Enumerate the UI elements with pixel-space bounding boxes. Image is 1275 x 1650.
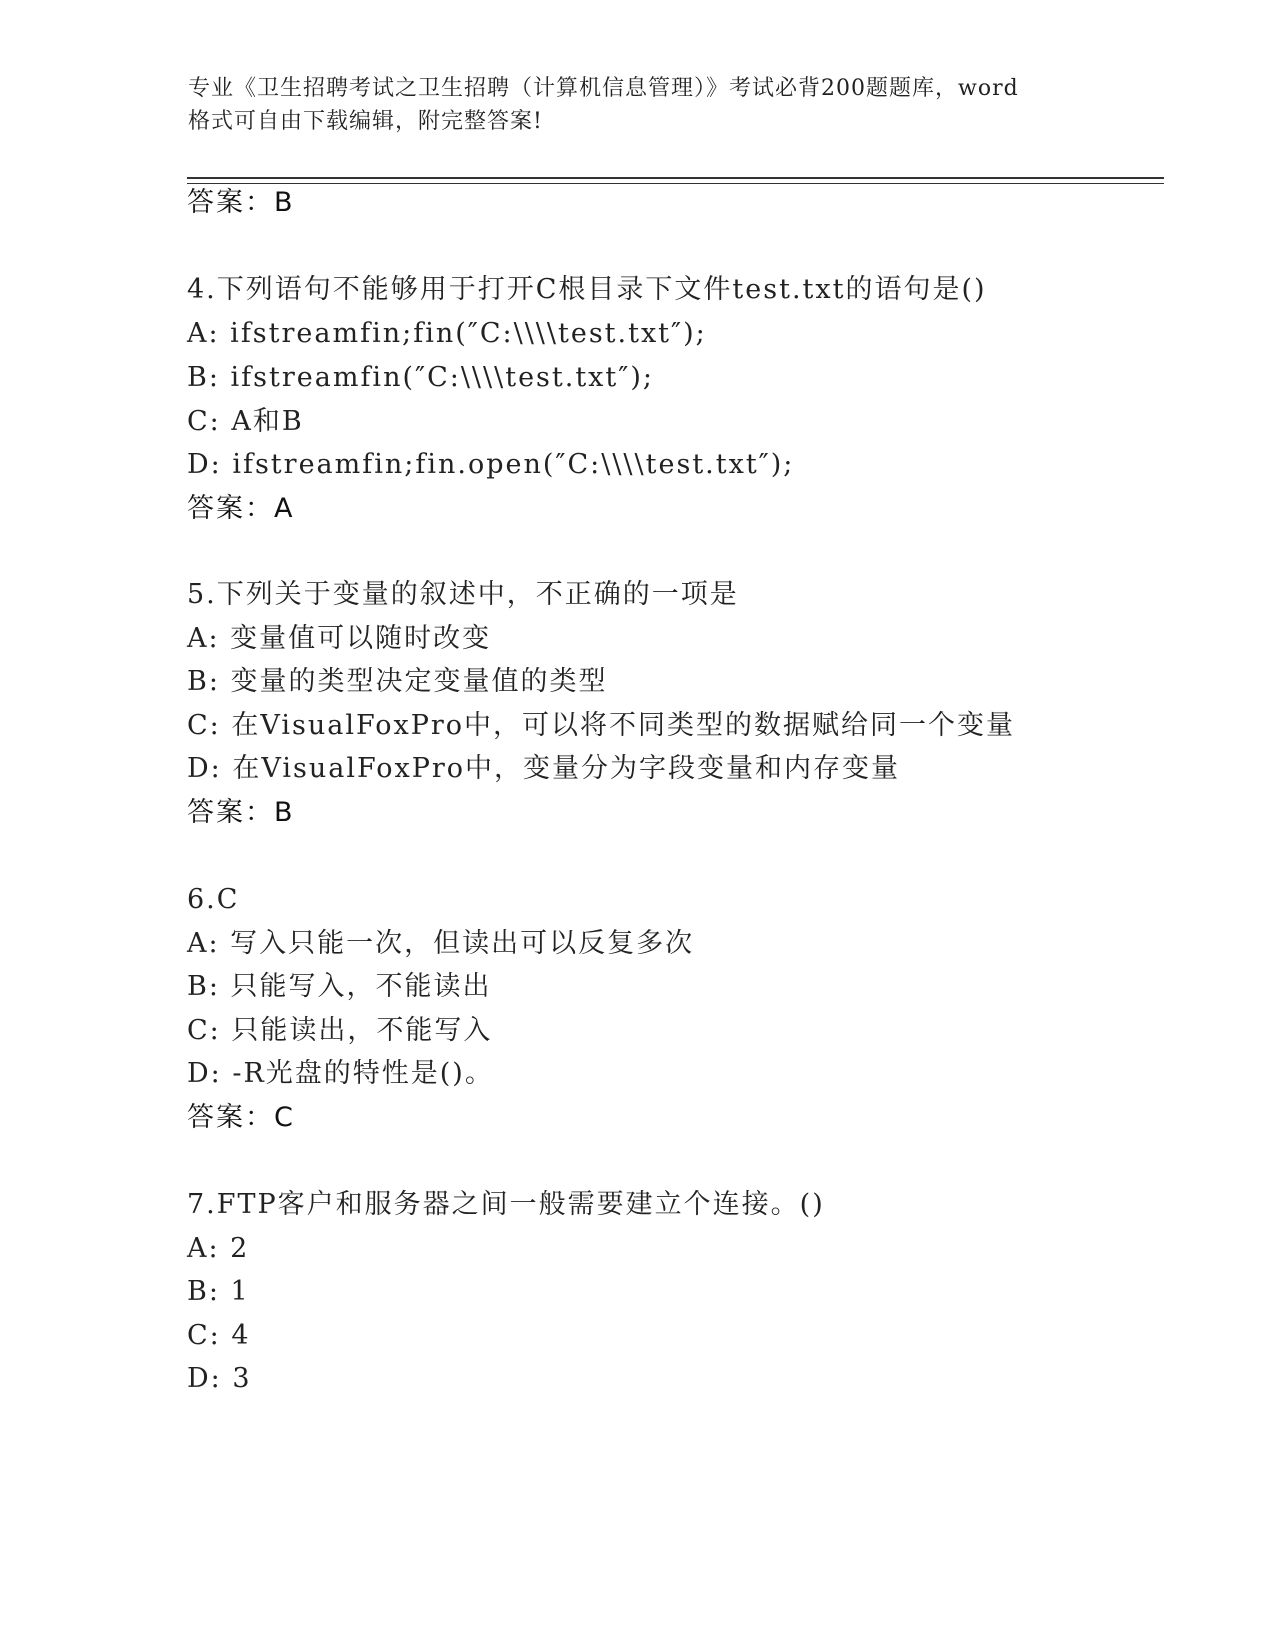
previous-answer: 答案：B <box>187 187 295 218</box>
question-7-option-a: A: 2 <box>187 1233 250 1264</box>
question-4-stem: 4.下列语句不能够用于打开C根目录下文件test.txt的语句是() <box>187 274 987 305</box>
question-4-option-d: D: ifstreamfin;fin.open(″C:\\\\test.txt″); <box>187 449 795 480</box>
question-5-option-a: A: 变量值可以随时改变 <box>187 623 492 654</box>
question-4-option-b: B: ifstreamfin(″C:\\\\test.txt″); <box>187 362 654 393</box>
question-5-stem: 5.下列关于变量的叙述中，不正确的一项是 <box>187 579 739 610</box>
question-6-option-c: C: 只能读出，不能写入 <box>187 1015 493 1046</box>
question-6-option-b: B: 只能写入，不能读出 <box>187 971 492 1002</box>
header-divider-thin <box>187 183 1164 184</box>
question-6-answer: 答案：C <box>187 1102 295 1133</box>
question-5-answer: 答案：B <box>187 797 295 828</box>
question-4-answer: 答案：A <box>187 493 295 524</box>
question-5-option-c: C: 在VisualFoxPro中，可以将不同类型的数据赋给同一个变量 <box>187 710 1016 741</box>
question-7-option-d: D: 3 <box>187 1363 252 1394</box>
header-line-2: 格式可自由下载编辑，附完整答案! <box>188 109 543 134</box>
document-header <box>188 72 1088 138</box>
question-7-stem: 7.FTP客户和服务器之间一般需要建立个连接。() <box>187 1189 825 1220</box>
question-4-option-c: C: A和B <box>187 406 304 437</box>
question-5-option-d: D: 在VisualFoxPro中，变量分为字段变量和内存变量 <box>187 753 901 784</box>
question-7-option-b: B: 1 <box>187 1276 250 1307</box>
header-line-1: 专业《卫生招聘考试之卫生招聘（计算机信息管理）》考试必背200题题库，word <box>188 76 1019 101</box>
question-6-option-a: A: 写入只能一次，但读出可以反复多次 <box>187 928 695 959</box>
question-6-stem: 6.C <box>187 884 240 915</box>
question-4-option-a: A: ifstreamfin;fin(″C:\\\\test.txt″); <box>187 318 707 349</box>
question-5-option-b: B: 变量的类型决定变量值的类型 <box>187 666 608 697</box>
header-divider-thick <box>187 177 1164 179</box>
question-7-option-c: C: 4 <box>187 1320 251 1351</box>
question-6-option-d: D: -R光盘的特性是()。 <box>187 1058 494 1089</box>
